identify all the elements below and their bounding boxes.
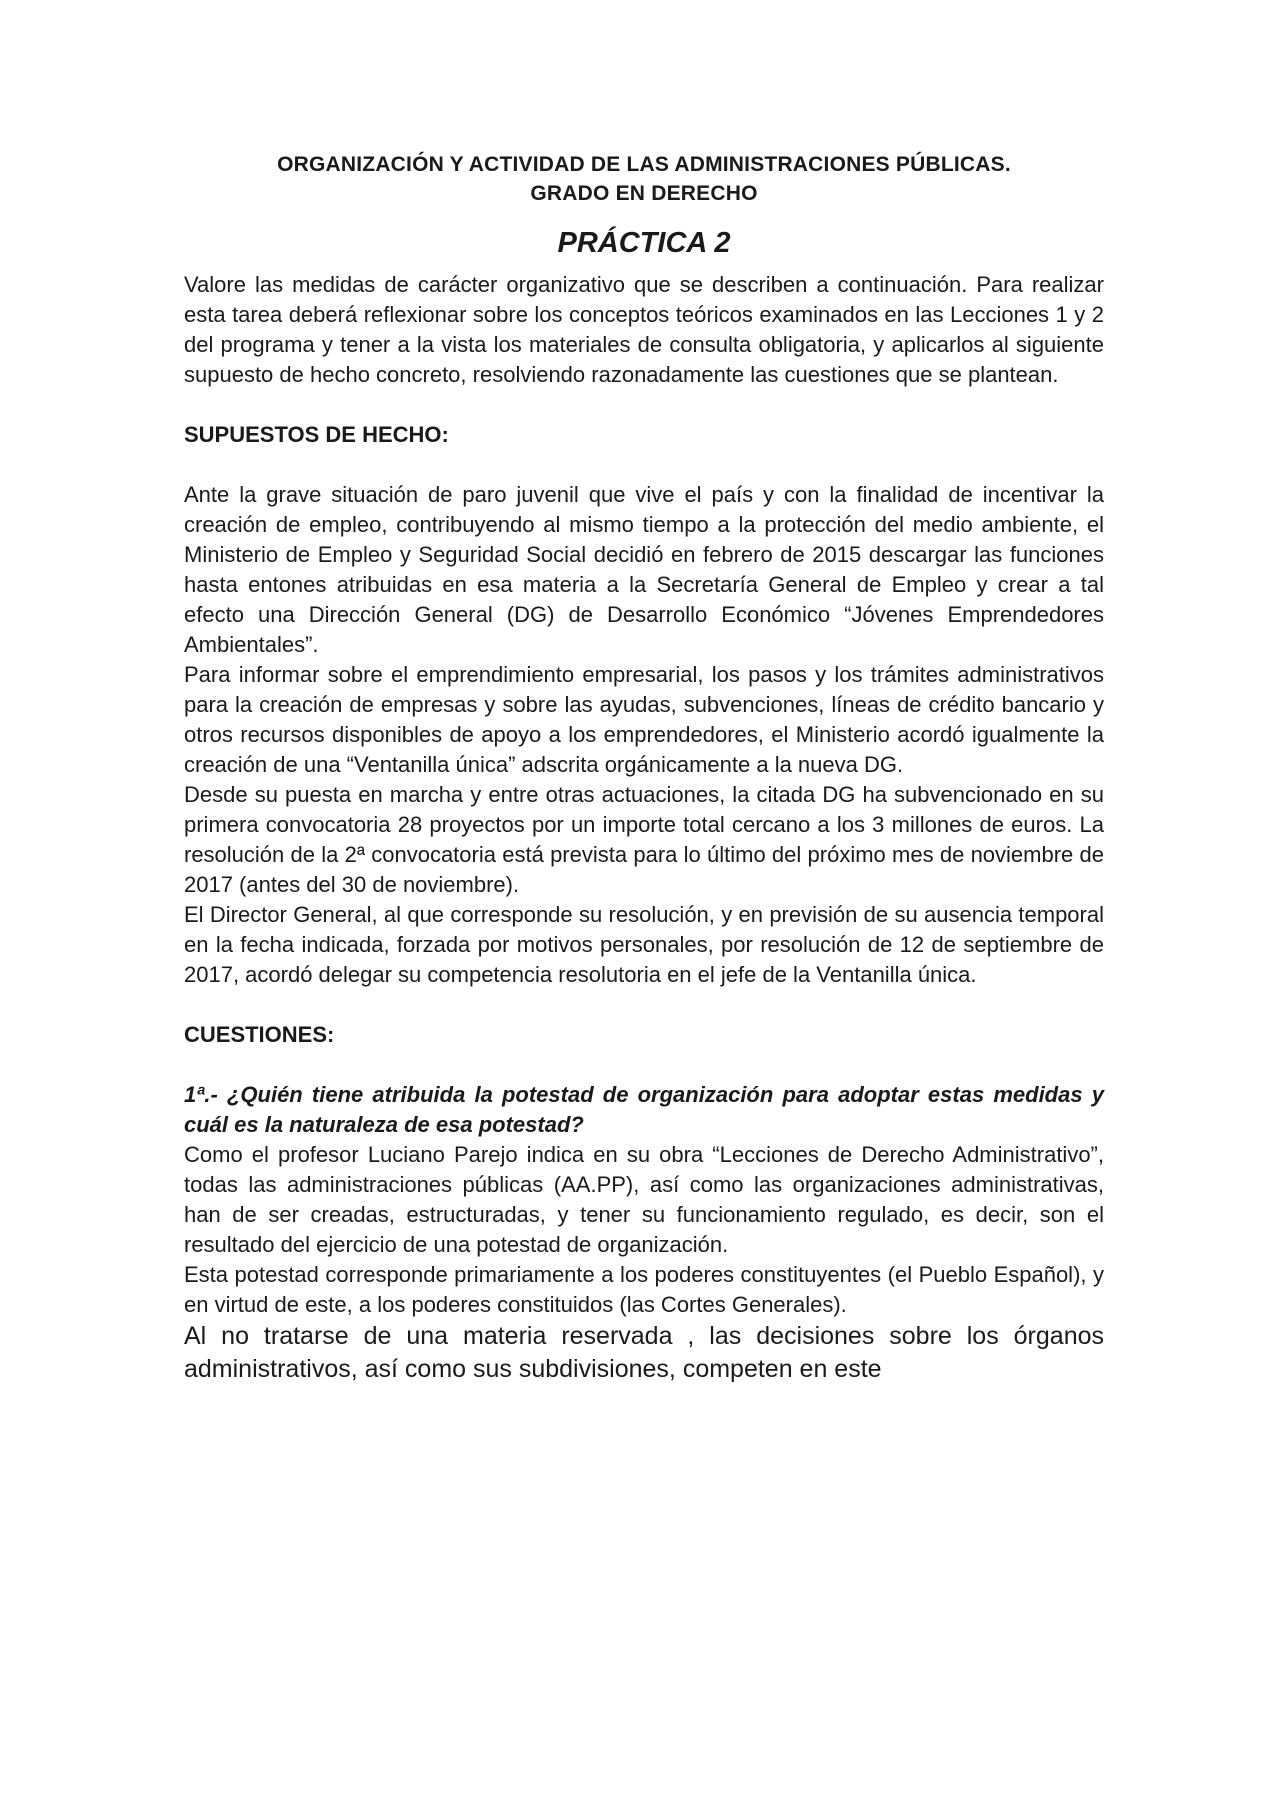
spacer xyxy=(184,450,1104,480)
question-1: 1ª.- ¿Quién tiene atribuida la potestad de organización para adoptar estas medidas y cuál es la naturaleza de esa potestad? xyxy=(184,1082,1104,1137)
facts-paragraph: Para informar sobre el emprendimiento empresarial, los pasos y los trámites administrativos para la creación de empresas y sobre las ayudas, subvenciones, líneas de crédito bancario y otros recursos disponibles de apoyo a los emprendedores, el Ministerio acordó igualmente la creación de una “Ventanilla única” adscrita orgánicamente a la nueva DG. xyxy=(184,662,1104,777)
spacer xyxy=(184,390,1104,420)
practice-title: PRÁCTICA 2 xyxy=(557,227,731,259)
document-title-line-2: GRADO EN DERECHO xyxy=(530,182,758,205)
spacer xyxy=(184,990,1104,1020)
answer-paragraph: Como el profesor Luciano Parejo indica en su obra “Lecciones de Derecho Administrativo”, todas las administraciones públicas (AA.PP), así como las organizaciones administrativas, han de ser creadas, estructuradas, y tener su funcionamiento regulado, es decir, son el resultado del ejercicio de una potestad de organización. xyxy=(184,1142,1104,1257)
document-title-line-1: ORGANIZACIÓN Y ACTIVIDAD DE LAS ADMINISTRACIONES PÚBLICAS. xyxy=(277,153,1011,176)
document-page xyxy=(184,150,1104,1386)
answer-paragraph-large: Al no tratarse de una materia reservada , las decisiones sobre los órganos administrativos, así como sus subdivisiones, competen en este xyxy=(184,1322,1104,1383)
spacer xyxy=(184,1050,1104,1080)
facts-paragraph: Desde su puesta en marcha y entre otras actuaciones, la citada DG ha subvencionado en su primera convocatoria 28 proyectos por un importe total cercano a los 3 millones de euros. La resolución de la 2ª convocatoria está prevista para lo último del próximo mes de noviembre de 2017 (antes del 30 de noviembre). xyxy=(184,782,1104,897)
answer-paragraph: Esta potestad corresponde primariamente a los poderes constituyentes (el Pueblo Español), y en virtud de este, a los poderes constituidos (las Cortes Generales). xyxy=(184,1262,1104,1317)
intro-paragraph: Valore las medidas de carácter organizativo que se describen a continuación. Para realizar esta tarea deberá reflexionar sobre los conceptos teóricos examinados en las Lecciones 1 y 2 del programa y tener a la vista los materiales de consulta obligatoria, y aplicarlos al siguiente supuesto de hecho concreto, resolviendo razonadamente las cuestiones que se plantean. xyxy=(184,272,1104,387)
questions-heading: CUESTIONES: xyxy=(184,1022,335,1047)
facts-paragraph: El Director General, al que corresponde su resolución, y en previsión de su ausencia temporal en la fecha indicada, forzada por motivos personales, por resolución de 12 de septiembre de 2017, acordó delegar su competencia resolutoria en el jefe de la Ventanilla única. xyxy=(184,902,1104,987)
facts-paragraph: Ante la grave situación de paro juvenil que vive el país y con la finalidad de incentivar la creación de empleo, contribuyendo al mismo tiempo a la protección del medio ambiente, el Ministerio de Empleo y Seguridad Social decidió en febrero de 2015 descargar las funciones hasta entones atribuidas en esa materia a la Secretaría General de Empleo y crear a tal efecto una Dirección General (DG) de Desarrollo Económico “Jóvenes Emprendedores Ambientales”. xyxy=(184,482,1104,657)
facts-heading: SUPUESTOS DE HECHO: xyxy=(184,422,449,447)
